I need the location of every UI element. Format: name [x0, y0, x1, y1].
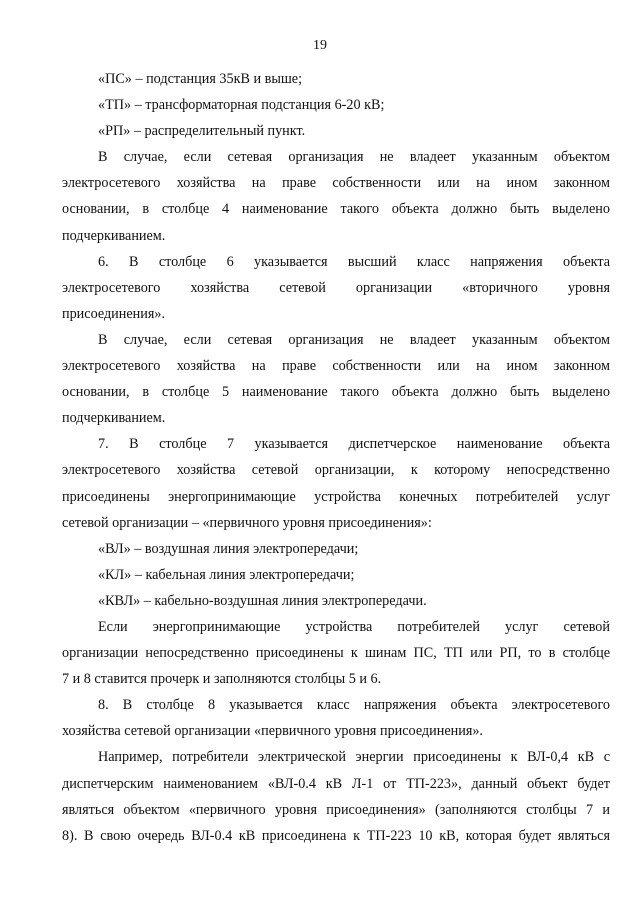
item-7-line: сетевой организации – «первичного уровня присоединения»:	[62, 514, 432, 531]
item-7-line: 7. В столбце 7 указывается диспетчерское наименование объекта	[98, 436, 610, 453]
page-number: 19	[313, 38, 327, 53]
paragraph-line: организации непосредственно присоединены к шинам ПС, ТП или РП, то в столбце	[62, 645, 610, 662]
example-line: 8). В свою очередь ВЛ-0.4 кВ присоединена к ТП-223 10 кВ, которая будет являться	[62, 827, 610, 844]
definition-ps: «ПС» – подстанция 35кВ и выше;	[98, 71, 303, 87]
definition-kvl: «КВЛ» – кабельно-воздушная линия электропередачи.	[98, 592, 427, 609]
document-body	[62, 66, 610, 849]
item-8-line: хозяйства сетевой организации «первичного уровня присоединения».	[62, 723, 483, 740]
definition-rp: «РП» – распределительный пункт.	[98, 123, 306, 140]
item-6-line: 6. В столбце 6 указывается высший класс напряжения объекта	[98, 253, 610, 270]
paragraph-line: В случае, если сетевая организация не владеет указанным объектом	[98, 331, 610, 348]
example-line: являться объектом «первичного уровня присоединения» (заполняются столбцы 7 и	[62, 801, 610, 818]
example-line: Например, потребители электрической энергии присоединены к ВЛ-0,4 кВ с	[98, 749, 610, 766]
paragraph-line: Если энергопринимающие устройства потребителей услуг сетевой	[98, 618, 610, 635]
paragraph-line: основании, в столбце 4 наименование такого объекта должно быть выделено	[62, 201, 610, 218]
paragraph-line: электросетевого хозяйства на праве собственности или на ином законном	[62, 175, 610, 192]
item-6-line: присоединения».	[62, 305, 166, 322]
example-line: диспетчерским наименованием «ВЛ-0.4 кВ Л-1 от ТП-223», данный объект будет	[62, 775, 610, 792]
paragraph-line: электросетевого хозяйства на праве собственности или на ином законном	[62, 358, 610, 375]
paragraph-line: 7 и 8 ставится прочерк и заполняются столбцы 5 и 6.	[62, 671, 382, 688]
item-6-line: электросетевого хозяйства сетевой организации «вторичного уровня	[62, 279, 610, 296]
paragraph-line: В случае, если сетевая организация не владеет указанным объектом	[98, 149, 610, 166]
paragraph-line: основании, в столбце 5 наименование такого объекта должно быть выделено	[62, 384, 610, 401]
definition-vl: «ВЛ» – воздушная линия электропередачи;	[98, 540, 359, 557]
item-7-line: электросетевого хозяйства сетевой организации, к которому непосредственно	[62, 462, 610, 479]
item-7-line: присоединены энергопринимающие устройства конечных потребителей услуг	[62, 488, 610, 505]
definition-tp: «ТП» – трансформаторная подстанция 6-20 кВ;	[98, 97, 385, 114]
paragraph-line: подчеркиванием.	[62, 410, 166, 427]
definition-kl: «КЛ» – кабельная линия электропередачи;	[98, 566, 355, 583]
paragraph-line: подчеркиванием.	[62, 227, 166, 244]
item-8-line: 8. В столбце 8 указывается класс напряжения объекта электросетевого	[98, 697, 610, 714]
